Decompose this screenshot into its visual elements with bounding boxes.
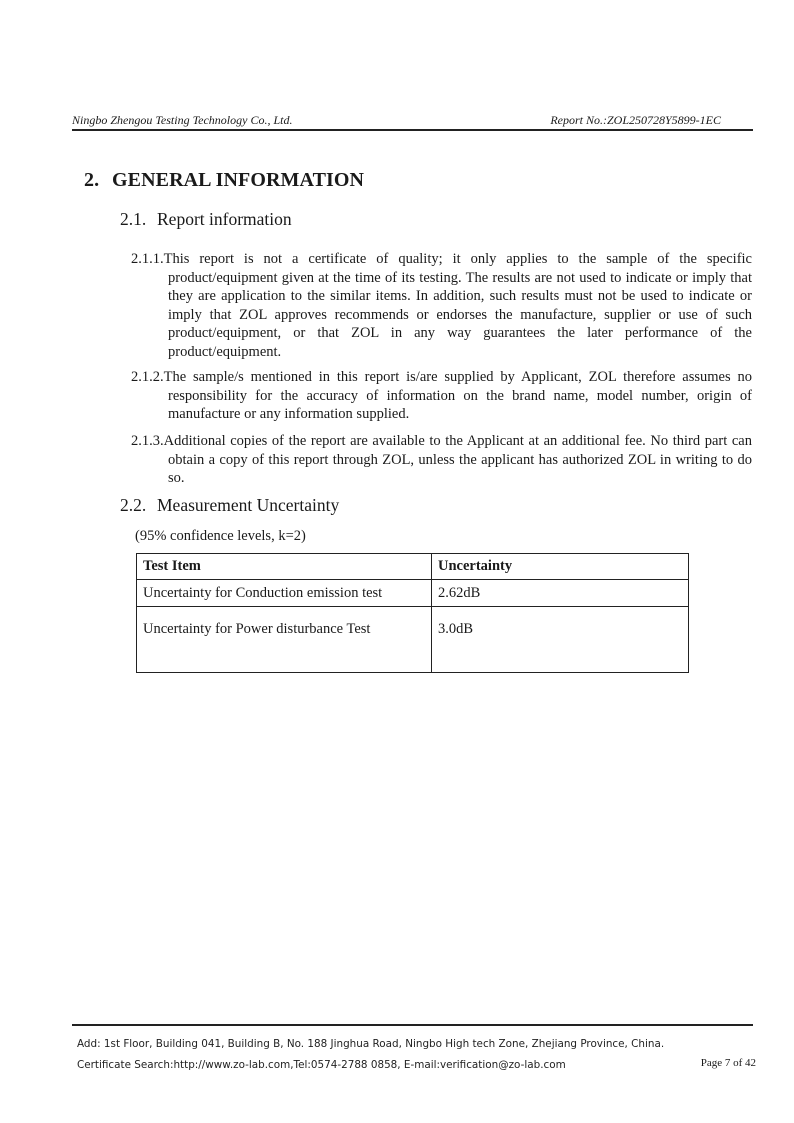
company-name: Ningbo Zhengou Testing Technology Co., Ltd. [72,113,293,127]
subsection-number: 2.2. [120,495,147,515]
subsection-heading-uncertainty [120,495,339,516]
test-item-cell: Uncertainty for Conduction emission test [137,580,432,607]
column-header-uncertainty: Uncertainty [432,554,689,580]
subsection-title: Report information [157,209,292,229]
subsection-title: Measurement Uncertainty [157,495,340,515]
report-info-item-2 [131,368,752,424]
footer-contact: Certificate Search:http://www.zo-lab.com,Tel:0574-2788 0858, E-mail:verification@zo-lab.com [77,1059,566,1071]
page-header [72,110,753,131]
report-number: Report No.:ZOL250728Y5899-1EC [550,113,721,127]
footer-divider [72,1024,753,1026]
uncertainty-cell: 3.0dB [432,607,689,673]
confidence-note: (95% confidence levels, k=2) [135,528,306,544]
column-header-test-item: Test Item [137,554,432,580]
item-number: 2.1.1. [131,251,164,267]
page-number: Page 7 of 42 [700,1057,756,1069]
footer-address: Add: 1st Floor, Building 041, Building B, No. 188 Jinghua Road, Ningbo High tech Zone, Zhejiang Province, China. [77,1038,665,1050]
uncertainty-table [136,553,689,673]
section-heading [84,169,364,192]
uncertainty-cell: 2.62dB [432,580,689,607]
report-info-item-3 [131,432,752,488]
subsection-number: 2.1. [120,209,147,229]
section-number: 2. [84,169,100,191]
table-row [137,607,689,673]
test-item-cell: Uncertainty for Power disturbance Test [137,607,432,673]
section-title: GENERAL INFORMATION [112,169,365,191]
item-number: 2.1.3. [131,433,164,449]
item-number: 2.1.2. [131,369,164,385]
report-info-item-1 [131,250,752,362]
item-text: The sample/s mentioned in this report is/are supplied by Applicant, ZOL therefore assumes no responsibility for the accuracy of information on the brand name, model number, origin of manufacture or any information supplied. [163,369,752,423]
subsection-heading-report-info [120,209,292,230]
item-text: This report is not a certificate of quality; it only applies to the sample of the specific product/equipment given at the time of its testing. The results are not used to indicate or imply that they are application to the similar items. In addition, such results must not be used to indicate or imply that ZOL approves recommends or endorses the manufacture, supplier or use of such product/equipment, or that ZOL in any way guarantees the later performance of the product/equipment. [163,251,752,360]
table-row [137,580,689,607]
page-footer [77,1034,664,1076]
table-header-row [137,554,689,580]
item-text: Additional copies of the report are available to the Applicant at an additional fee. No third part can obtain a copy of this report through ZOL, unless the applicant has authorized ZOL in writing to do so. [163,433,752,487]
